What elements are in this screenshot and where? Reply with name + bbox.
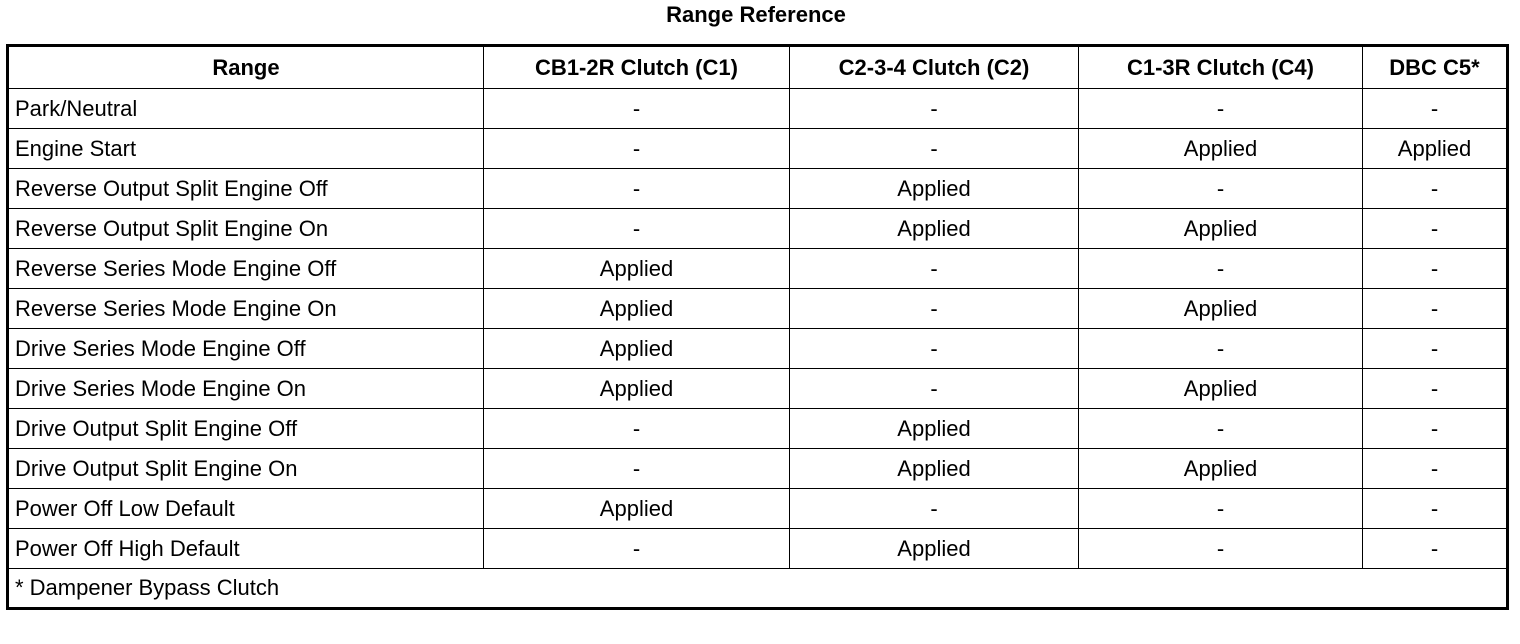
- range-cell: Reverse Series Mode Engine On: [8, 289, 484, 329]
- table-row: [8, 529, 1508, 569]
- c5-cell: -: [1363, 369, 1508, 409]
- table-row: [8, 489, 1508, 529]
- table-row: [8, 209, 1508, 249]
- c4-cell: -: [1079, 249, 1363, 289]
- range-cell: Drive Output Split Engine Off: [8, 409, 484, 449]
- c2-cell: -: [790, 329, 1079, 369]
- table-row: [8, 289, 1508, 329]
- table-row: [8, 449, 1508, 489]
- header-c5: DBC C5*: [1363, 46, 1508, 89]
- range-cell: Reverse Output Split Engine On: [8, 209, 484, 249]
- c2-cell: Applied: [790, 529, 1079, 569]
- c1-cell: -: [484, 169, 790, 209]
- range-cell: Drive Output Split Engine On: [8, 449, 484, 489]
- c5-cell: -: [1363, 489, 1508, 529]
- c1-cell: Applied: [484, 249, 790, 289]
- c1-cell: -: [484, 129, 790, 169]
- range-cell: Drive Series Mode Engine Off: [8, 329, 484, 369]
- c5-cell: Applied: [1363, 129, 1508, 169]
- page-title: Range Reference: [666, 2, 846, 27]
- c2-cell: Applied: [790, 449, 1079, 489]
- c1-cell: Applied: [484, 369, 790, 409]
- c1-cell: -: [484, 209, 790, 249]
- c1-cell: -: [484, 529, 790, 569]
- c4-cell: Applied: [1079, 209, 1363, 249]
- header-range: Range: [8, 46, 484, 89]
- table-row: [8, 129, 1508, 169]
- c1-cell: -: [484, 89, 790, 129]
- c5-cell: -: [1363, 209, 1508, 249]
- c2-cell: Applied: [790, 409, 1079, 449]
- c4-cell: -: [1079, 169, 1363, 209]
- table-row: [8, 369, 1508, 409]
- c1-cell: Applied: [484, 289, 790, 329]
- c4-cell: Applied: [1079, 289, 1363, 329]
- c5-cell: -: [1363, 529, 1508, 569]
- range-cell: Reverse Output Split Engine Off: [8, 169, 484, 209]
- table-row: [8, 249, 1508, 289]
- footnote: * Dampener Bypass Clutch: [8, 569, 1508, 609]
- header-c2: C2-3-4 Clutch (C2): [790, 46, 1079, 89]
- c2-cell: -: [790, 489, 1079, 529]
- c1-cell: -: [484, 409, 790, 449]
- c4-cell: -: [1079, 529, 1363, 569]
- c4-cell: -: [1079, 329, 1363, 369]
- c2-cell: Applied: [790, 209, 1079, 249]
- c4-cell: -: [1079, 89, 1363, 129]
- range-reference-table: [6, 44, 1509, 610]
- c4-cell: Applied: [1079, 369, 1363, 409]
- range-cell: Drive Series Mode Engine On: [8, 369, 484, 409]
- c1-cell: -: [484, 449, 790, 489]
- table-row: [8, 329, 1508, 369]
- c2-cell: -: [790, 369, 1079, 409]
- c2-cell: Applied: [790, 169, 1079, 209]
- c5-cell: -: [1363, 249, 1508, 289]
- table-row: [8, 169, 1508, 209]
- c5-cell: -: [1363, 409, 1508, 449]
- footnote-row: [8, 569, 1508, 609]
- c2-cell: -: [790, 89, 1079, 129]
- header-c1: CB1-2R Clutch (C1): [484, 46, 790, 89]
- c2-cell: -: [790, 289, 1079, 329]
- c5-cell: -: [1363, 449, 1508, 489]
- c5-cell: -: [1363, 329, 1508, 369]
- c5-cell: -: [1363, 289, 1508, 329]
- c4-cell: Applied: [1079, 129, 1363, 169]
- table-body: [8, 89, 1508, 569]
- c1-cell: Applied: [484, 329, 790, 369]
- c4-cell: Applied: [1079, 449, 1363, 489]
- c4-cell: -: [1079, 489, 1363, 529]
- c2-cell: -: [790, 129, 1079, 169]
- table-row: [8, 409, 1508, 449]
- range-cell: Reverse Series Mode Engine Off: [8, 249, 484, 289]
- header-c4: C1-3R Clutch (C4): [1079, 46, 1363, 89]
- c5-cell: -: [1363, 169, 1508, 209]
- range-cell: Engine Start: [8, 129, 484, 169]
- range-cell: Power Off High Default: [8, 529, 484, 569]
- c2-cell: -: [790, 249, 1079, 289]
- table-row: [8, 89, 1508, 129]
- range-cell: Park/Neutral: [8, 89, 484, 129]
- c4-cell: -: [1079, 409, 1363, 449]
- c5-cell: -: [1363, 89, 1508, 129]
- range-cell: Power Off Low Default: [8, 489, 484, 529]
- header-row: [8, 46, 1508, 89]
- c1-cell: Applied: [484, 489, 790, 529]
